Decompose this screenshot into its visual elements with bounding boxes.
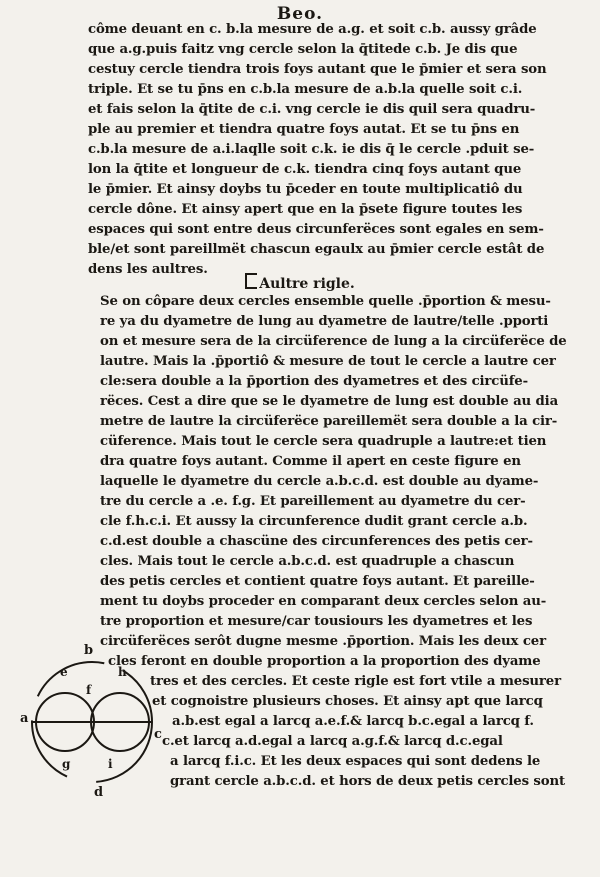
- text-line: metre de lautre la circüferëce pareillemët sera double a la cir-: [100, 414, 558, 429]
- text-line: des petis cercles et contient quatre foys autant. Et pareille-: [100, 574, 535, 589]
- text-line: dra quatre foys autant. Comme il apert en ceste figure en: [100, 454, 521, 469]
- text-line: c.et larcq a.d.egal a larcq a.g.f.& larcq d.c.egal: [162, 734, 503, 749]
- figure-label: h: [118, 665, 127, 679]
- text-line: ble/et sont pareillmët chascun egaulx au p̄mier cercle estât de: [88, 242, 545, 257]
- text-line: cle:sera double a la p̄portion des dyametres et des circüfe-: [100, 374, 528, 389]
- text-line: cle f.h.c.i. Et aussy la circunference dudit grant cercle a.b.: [100, 514, 528, 529]
- text-line: espaces qui sont entre deus circunferëces sont egales en sem-: [88, 222, 544, 237]
- text-line: et fais selon la q̄tite de c.i. vng cercle ie dis quil sera quadru-: [88, 102, 536, 117]
- figure-label: c: [154, 727, 162, 742]
- text-line: tre proportion et mesure/car tousiours les dyametres et les: [100, 614, 533, 629]
- text-line: re ya du dyametre de lung au dyametre de lautre/telle .pporti: [100, 314, 549, 329]
- text-line: côme deuant en c. b.la mesure de a.g. et soit c.b. aussy grâde: [88, 22, 537, 37]
- text-line: cestuy cercle tiendra trois foys autant que le p̄mier et sera son: [88, 62, 547, 77]
- text-line: ple au premier et tiendra quatre foys autat. Et se tu p̄ns en: [88, 122, 520, 137]
- paragraph-mark-icon: [245, 273, 257, 289]
- text-line: cles feront en double proportion a la proportion des dyame: [108, 654, 541, 669]
- text-line: dens les aultres.: [88, 262, 208, 277]
- text-line: lon la q̄tite et longueur de c.k. tiendra cinq foys autant que: [88, 162, 522, 177]
- text-line: que a.g.puis faitz vng cercle selon la q̄titede c.b. Je dis que: [88, 42, 518, 57]
- text-line: a.b.est egal a larcq a.e.f.& larcq b.c.egal a larcq f.: [172, 714, 534, 729]
- text-line: rëces. Cest a dire que se le dyametre de lung est double au dia: [100, 394, 559, 409]
- text-line: lautre. Mais la .p̄portiô & mesure de tout le cercle a lautre cer: [100, 354, 556, 369]
- text-line: le p̄mier. Et ainsy doybs tu p̄ceder en toute multiplicatiô du: [88, 182, 523, 197]
- figure-label: g: [62, 757, 71, 771]
- text-line: cles. Mais tout le cercle a.b.c.d. est quadruple a chascun: [100, 554, 515, 569]
- figure-label: f: [86, 683, 92, 697]
- section-heading-text: Aultre rigle.: [259, 276, 355, 292]
- text-line: et cognoistre plusieurs choses. Et ainsy apt que larcq: [152, 694, 543, 709]
- running-header: Beo.: [276, 4, 324, 24]
- text-line: ment tu doybs proceder en comparant deux cercles selon au-: [100, 594, 547, 609]
- text-line: grant cercle a.b.c.d. et hors de deux petis cercles sont: [170, 774, 565, 789]
- text-line: cercle dône. Et ainsy apert que en la p̄sete figure toutes les: [88, 202, 523, 217]
- section-heading: [0, 273, 600, 292]
- figure-label: i: [108, 757, 113, 771]
- text-line: cüference. Mais tout le cercle sera quadruple a lautre:et tien: [100, 434, 547, 449]
- text-line: tres et des cercles. Et ceste rigle est fort vtile a mesurer: [150, 674, 561, 689]
- text-line: a larcq f.i.c. Et les deux espaces qui sont dedens le: [170, 754, 541, 769]
- text-line: on et mesure sera de la circüference de lung a la circüferëce de: [100, 334, 567, 349]
- text-line: laquelle le dyametre du cercle a.b.c.d. est double au dyame-: [100, 474, 539, 489]
- geometric-circles-figure: [20, 640, 170, 805]
- figure-label: b: [84, 643, 94, 658]
- text-line: circüferëces serôt dugne mesme .p̄portion. Mais les deux cer: [100, 634, 546, 649]
- figure-label: e: [60, 665, 68, 679]
- text-line: triple. Et se tu p̄ns en c.b.la mesure de a.b.la quelle soit c.i.: [88, 82, 523, 97]
- text-line: Se on côpare deux cercles ensemble quelle .p̄portion & mesu-: [100, 294, 551, 309]
- text-line: c.d.est double a chascüne des circunferences des petis cer-: [100, 534, 533, 549]
- text-line: tre du cercle a .e. f.g. Et pareillement au dyametre du cer-: [100, 494, 526, 509]
- figure-label: a: [20, 711, 29, 726]
- figure-label: d: [94, 785, 104, 800]
- text-line: c.b.la mesure de a.i.laqlle soit c.k. ie dis q̄ le cercle .pduit se-: [88, 142, 535, 157]
